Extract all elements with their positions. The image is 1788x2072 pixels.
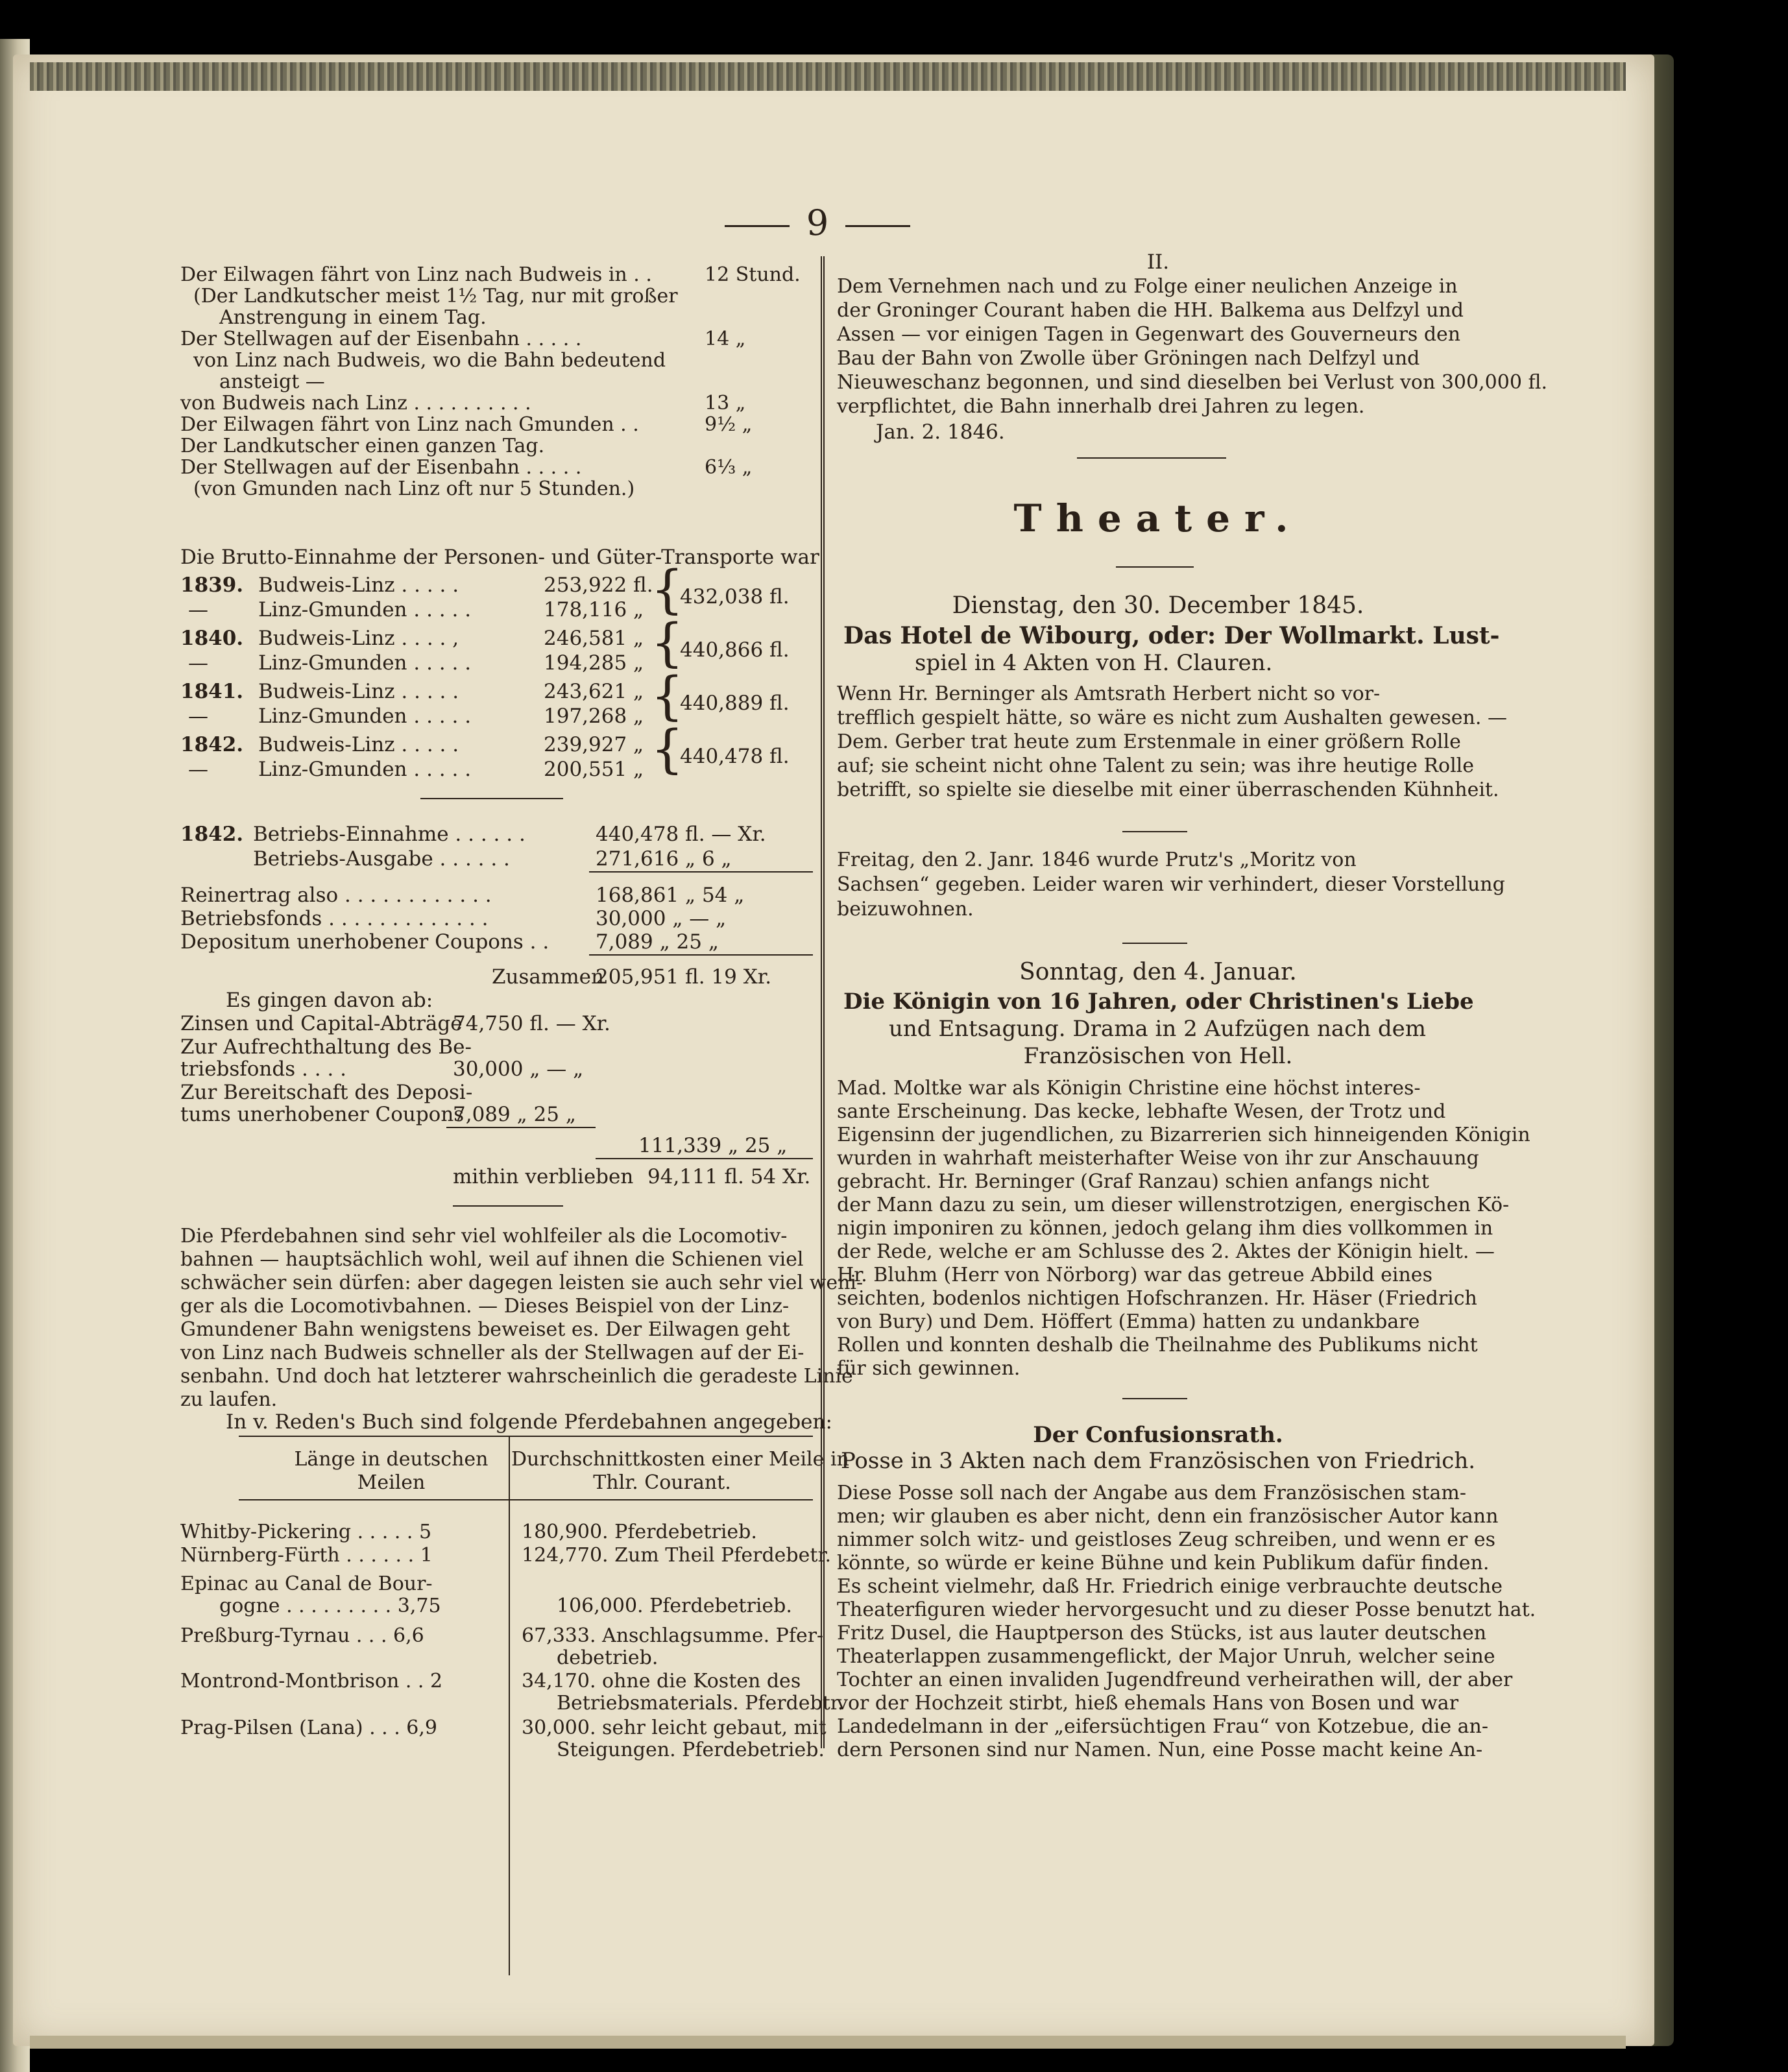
brutto-brace: { (651, 612, 684, 673)
text-line: Fritz Dusel, die Hauptperson des Stücks, ist aus lauter deutschen (837, 1622, 1487, 1644)
deduct-label: Zinsen und Capital-Abträge (180, 1012, 463, 1035)
page-edge-bottom (30, 2036, 1626, 2049)
brutto-total: 432,038 fl. (680, 585, 790, 608)
travel-line: Der Landkutscher einen ganzen Tag. (180, 435, 545, 457)
deduct-label: tums unerhobener Coupons (180, 1103, 465, 1126)
divider (589, 954, 813, 956)
text-line: Assen — vor einigen Tagen in Gegenwart des Gouverneurs den (837, 323, 1461, 346)
divider (1122, 831, 1187, 832)
text-line: Theaterfiguren wieder hervorgesucht und zu dieser Posse benutzt hat. (837, 1598, 1536, 1621)
brutto-year: 1841. (180, 680, 244, 703)
table-name: Epinac au Canal de Bour- (180, 1572, 433, 1595)
table-name: Nürnberg-Fürth . . . . . . 1 (180, 1544, 433, 1567)
brutto-value: 253,922 fl. (544, 573, 653, 597)
travel-line: Anstrengung in einem Tag. (219, 306, 487, 329)
text-line: nigin imponiren zu können, jedoch gelang ihm dies vollkommen in (837, 1217, 1493, 1240)
page-number: 9 (707, 202, 928, 243)
text-line: Landedelmann in der „eifersüchtigen Frau“ von Kotzebue, die an- (837, 1715, 1489, 1738)
deduct-value: 74,750 fl. — Xr. (453, 1012, 610, 1035)
travel-value: 13 „ (705, 392, 746, 415)
table-cost: 106,000. Pferdebetrieb. (557, 1595, 792, 1617)
remain-label: mithin verblieben (453, 1165, 634, 1188)
brutto-value: 246,581 „ (544, 627, 644, 650)
table-name: Montrond-Montbrison . . 2 (180, 1670, 443, 1693)
brutto-value: 239,927 „ (544, 733, 644, 756)
text-line: Dem. Gerber trat heute zum Erstenmale in einer größern Rolle (837, 730, 1461, 753)
brutto-brace: { (651, 666, 684, 726)
travel-line: Der Eilwagen fährt von Linz nach Gmunden . . (180, 413, 639, 436)
text-line: Rollen und konnten deshalb die Theilnahme des Publikums nicht (837, 1334, 1478, 1356)
text-line: men; wir glauben es aber nicht, denn ein französischer Autor kann (837, 1505, 1499, 1528)
accounts-label: Betriebsfonds . . . . . . . . . . . . . (180, 907, 489, 930)
text-line: Tochter an einen invaliden Jugendfreund verheirathen will, der aber (837, 1668, 1513, 1691)
review1-title-line: spiel in 4 Akten von H. Clauren. (915, 650, 1273, 676)
brutto-label: Linz-Gmunden . . . . . (258, 651, 472, 675)
divider (420, 798, 563, 799)
column-divider (821, 256, 825, 1748)
text-line: seichten, bodenlos nichtigen Hofschranzen. Hr. Häser (Friedrich (837, 1287, 1477, 1310)
table-cost: 30,000. sehr leicht gebaut, mit (522, 1717, 827, 1739)
review1-title-line: Das Hotel de Wibourg, oder: Der Wollmarkt. Lust- (843, 622, 1500, 649)
text-line: Wenn Hr. Berninger als Amtsrath Herbert nicht so vor- (837, 682, 1381, 705)
text-line: Freitag, den 2. Janr. 1846 wurde Prutz's „Moritz von (837, 849, 1357, 871)
brutto-dash: — (188, 598, 208, 621)
text-line: Sachsen“ gegeben. Leider waren wir verhindert, dieser Vorstellung (837, 873, 1505, 896)
deduct-label: triebsfonds . . . . (180, 1057, 346, 1081)
travel-value: 14 „ (705, 328, 746, 350)
brutto-label: Linz-Gmunden . . . . . (258, 598, 472, 621)
text-line: Eigensinn der jugendlichen, zu Bizarrerien sich hinneigenden Königin (837, 1124, 1530, 1146)
text-line: Gmundener Bahn wenigstens beweiset es. Der Eilwagen geht (180, 1318, 790, 1341)
remain-value: 94,111 fl. 54 Xr. (647, 1165, 811, 1188)
brutto-label: Linz-Gmunden . . . . . (258, 758, 472, 781)
text-line: Hr. Bluhm (Herr von Nörborg) war das getreue Abbild eines (837, 1264, 1432, 1286)
divider (446, 1127, 596, 1128)
table-cost: 180,900. Pferdebetrieb. (522, 1521, 757, 1543)
brutto-dash: — (188, 758, 208, 781)
text-line: zu laufen. (180, 1388, 278, 1411)
travel-line: (Der Landkutscher meist 1½ Tag, nur mit großer (193, 285, 678, 307)
text-line: bahnen — hauptsächlich wohl, weil auf ihnen die Schienen viel (180, 1248, 804, 1271)
accounts-value: 168,861 „ 54 „ (596, 884, 745, 907)
sum-label: Zusammen (492, 965, 604, 989)
travel-line: von Budweis nach Linz . . . . . . . . . . (180, 392, 531, 415)
brutto-brace: { (651, 719, 684, 779)
text-line: sante Erscheinung. Das kecke, lebhafte Wesen, der Trotz und (837, 1100, 1446, 1123)
divider (589, 871, 813, 873)
accounts-value: 440,478 fl. — Xr. (596, 823, 766, 846)
travel-line: Der Eilwagen fährt von Linz nach Budweis in . . (180, 263, 652, 286)
table-col-divider (509, 1437, 510, 1975)
brutto-brace: { (651, 559, 684, 620)
brutto-dash: — (188, 705, 208, 728)
divider (1116, 566, 1194, 568)
text-line: Theaterlappen zusammengeflickt, der Major Unruh, welcher seine (837, 1645, 1495, 1668)
travel-line: (von Gmunden nach Linz oft nur 5 Stunden.) (193, 477, 635, 500)
deduct-heading: Es gingen davon ab: (226, 989, 433, 1012)
table-name: Whitby-Pickering . . . . . 5 (180, 1521, 432, 1543)
page-edge-top (30, 62, 1626, 91)
brutto-total: 440,889 fl. (680, 692, 790, 715)
travel-line: von Linz nach Budweis, wo die Bahn bedeutend (193, 349, 666, 372)
text-line: nimmer solch witz- und geistloses Zeug schreiben, und wenn er es (837, 1528, 1496, 1551)
travel-value: 12 Stund. (705, 263, 801, 286)
table-cost: 124,770. Zum Theil Pferdebetr. (522, 1544, 832, 1567)
section-number: II. (1146, 250, 1170, 274)
deduct-label: Zur Bereitschaft des Deposi- (180, 1081, 473, 1104)
table-head: Thlr. Courant. (593, 1471, 731, 1494)
text-line: Bau der Bahn von Zwolle über Gröningen nach Delfzyl und (837, 347, 1420, 370)
divider (1077, 457, 1226, 459)
brutto-year: 1840. (180, 627, 244, 650)
text-line: Diese Posse soll nach der Angabe aus dem Französischen stam- (837, 1482, 1467, 1504)
brutto-label: Budweis-Linz . . . . . (258, 573, 459, 597)
text-line: gebracht. Hr. Berninger (Graf Ranzau) schien anfangs nicht (837, 1170, 1429, 1193)
text-line: der Groninger Courant haben die HH. Balkema aus Delfzyl und (837, 299, 1464, 322)
brutto-label: Budweis-Linz . . . . , (258, 627, 459, 650)
deduct-total: 111,339 „ 25 „ (638, 1134, 788, 1157)
left-column (180, 256, 864, 1761)
text-line: verpflichtet, die Bahn innerhalb drei Jahren zu legen. (837, 395, 1365, 418)
text-line: trefflich gespielt hätte, so wäre es nicht zum Aushalten gewesen. — (837, 706, 1507, 729)
brutto-year: 1842. (180, 733, 244, 756)
brutto-label: Linz-Gmunden . . . . . (258, 705, 472, 728)
text-line: wurden in wahrhaft meisterhafter Weise von ihr zur Anschauung (837, 1147, 1479, 1170)
divider (1122, 1398, 1187, 1399)
table-name: gogne . . . . . . . . . 3,75 (219, 1595, 441, 1617)
review3-title-line: Die Königin von 16 Jahren, oder Christinen's Liebe (843, 989, 1474, 1015)
sum-value: 205,951 fl. 19 Xr. (596, 965, 772, 989)
brutto-label: Budweis-Linz . . . . . (258, 680, 459, 703)
accounts-year: 1842. (180, 823, 244, 846)
text-line: dern Personen sind nur Namen. Nun, eine Posse macht keine An- (837, 1739, 1483, 1761)
brutto-value: 194,285 „ (544, 651, 644, 675)
travel-value: 6⅓ „ (705, 456, 753, 479)
review1-date: Dienstag, den 30. December 1845. (952, 592, 1364, 619)
brutto-dash: — (188, 651, 208, 675)
brutto-year: 1839. (180, 573, 244, 597)
review3-title-line: Französischen von Hell. (1023, 1043, 1293, 1069)
accounts-value: 30,000 „ — „ (596, 907, 727, 930)
brutto-value: 197,268 „ (544, 705, 644, 728)
text-line: beizuwohnen. (837, 898, 974, 921)
table-name: Prag-Pilsen (Lana) . . . 6,9 (180, 1717, 438, 1739)
table-name: Preßburg-Tyrnau . . . 6,6 (180, 1624, 424, 1647)
table-cost: Betriebsmaterials. Pferdebtr. (557, 1692, 844, 1715)
table-cost: 34,170. ohne die Kosten des (522, 1670, 801, 1693)
deduct-value: 7,089 „ 25 „ (453, 1103, 576, 1126)
divider (453, 1205, 563, 1207)
brutto-label: Budweis-Linz . . . . . (258, 733, 459, 756)
accounts-label: Depositum unerhobener Coupons . . (180, 930, 550, 954)
table-cost: 67,333. Anschlagsumme. Pfer- (522, 1624, 824, 1647)
brutto-heading: Die Brutto-Einnahme der Personen- und Güter-Transporte war (180, 546, 819, 569)
text-line: Nieuweschanz begonnen, und sind dieselben bei Verlust von 300,000 fl. (837, 371, 1547, 394)
divider (1122, 943, 1187, 944)
text-line: von Bury) und Dem. Höffert (Emma) hatten zu undankbare (837, 1310, 1420, 1333)
text-line: von Linz nach Budweis schneller als der Stellwagen auf der Ei- (180, 1342, 804, 1364)
text-line: für sich gewinnen. (837, 1357, 1021, 1380)
brutto-total: 440,478 fl. (680, 745, 790, 768)
table-cost: Steigungen. Pferdebetrieb. (557, 1739, 825, 1761)
text-line: schwächer sein dürfen: aber dagegen leisten sie auch sehr viel weni- (180, 1271, 864, 1294)
review3-title-line: und Entsagung. Drama in 2 Aufzügen nach dem (889, 1016, 1427, 1042)
brutto-total: 440,866 fl. (680, 638, 790, 662)
text-line: senbahn. Und doch hat letzterer wahrscheinlich die geradeste Linie (180, 1365, 853, 1388)
table-intro: In v. Reden's Buch sind folgende Pferdebahnen angegeben: (226, 1410, 832, 1434)
accounts-label: Betriebs-Ausgabe . . . . . . (253, 847, 510, 871)
text-line: Dem Vernehmen nach und zu Folge einer neulichen Anzeige in (837, 275, 1458, 298)
table-head: Länge in deutschen (294, 1448, 489, 1471)
text-line: vor der Hochzeit stirbt, hieß ehemals Hans von Bosen und war (837, 1692, 1459, 1715)
text-line: Mad. Moltke war als Königin Christine eine höchst interes- (837, 1077, 1421, 1100)
review4-title: Der Confusionsrath. (1033, 1422, 1283, 1448)
accounts-value: 271,616 „ 6 „ (596, 847, 732, 871)
brutto-value: 200,551 „ (544, 758, 644, 781)
section-date: Jan. 2. 1846. (876, 420, 1005, 444)
table-rule (239, 1436, 813, 1437)
table-rule (239, 1499, 813, 1500)
table-head: Meilen (357, 1471, 426, 1494)
right-column (837, 250, 1547, 1761)
deduct-value: 30,000 „ — „ (453, 1057, 584, 1081)
brutto-value: 178,116 „ (544, 598, 644, 621)
review3-date: Sonntag, den 4. Januar. (1019, 959, 1297, 985)
text-line: Die Pferdebahnen sind sehr viel wohlfeiler als die Locomotiv- (180, 1225, 788, 1247)
brutto-value: 243,621 „ (544, 680, 644, 703)
deduct-label: Zur Aufrechthaltung des Be- (180, 1035, 472, 1059)
accounts-label: Reinertrag also . . . . . . . . . . . . (180, 884, 492, 907)
text-line: könnte, so würde er keine Bühne und kein Publikum dafür finden. (837, 1552, 1490, 1574)
text-line: betrifft, so spielte sie dieselbe mit einer überraschenden Kühnheit. (837, 778, 1499, 801)
text-line: der Mann dazu zu sein, um dieser willenstrotzigen, energischen Kö- (837, 1194, 1510, 1216)
text-line: auf; sie scheint nicht ohne Talent zu sein; was ihre heutige Rolle (837, 754, 1475, 777)
review4-subtitle: Posse in 3 Akten nach dem Französischen von Friedrich. (840, 1448, 1476, 1474)
text-line: ger als die Locomotivbahnen. — Dieses Beispiel von der Linz- (180, 1295, 790, 1318)
travel-line: Der Stellwagen auf der Eisenbahn . . . . . (180, 456, 582, 479)
accounts-value: 7,089 „ 25 „ (596, 930, 719, 954)
table-head: Durchschnittkosten einer Meile in (511, 1448, 849, 1471)
travel-line: ansteigt — (219, 370, 325, 393)
accounts-label: Betriebs-Einnahme . . . . . . (253, 823, 526, 846)
travel-value: 9½ „ (705, 413, 753, 436)
travel-line: Der Stellwagen auf der Eisenbahn . . . . . (180, 328, 582, 350)
text-line: Es scheint vielmehr, daß Hr. Friedrich einige verbrauchte deutsche (837, 1575, 1503, 1598)
divider (596, 1158, 813, 1159)
text-line: der Rede, welche er am Schlusse des 2. Aktes der Königin hielt. — (837, 1240, 1495, 1263)
table-cost: debetrieb. (557, 1646, 658, 1669)
theater-heading: Theater. (1013, 496, 1303, 540)
